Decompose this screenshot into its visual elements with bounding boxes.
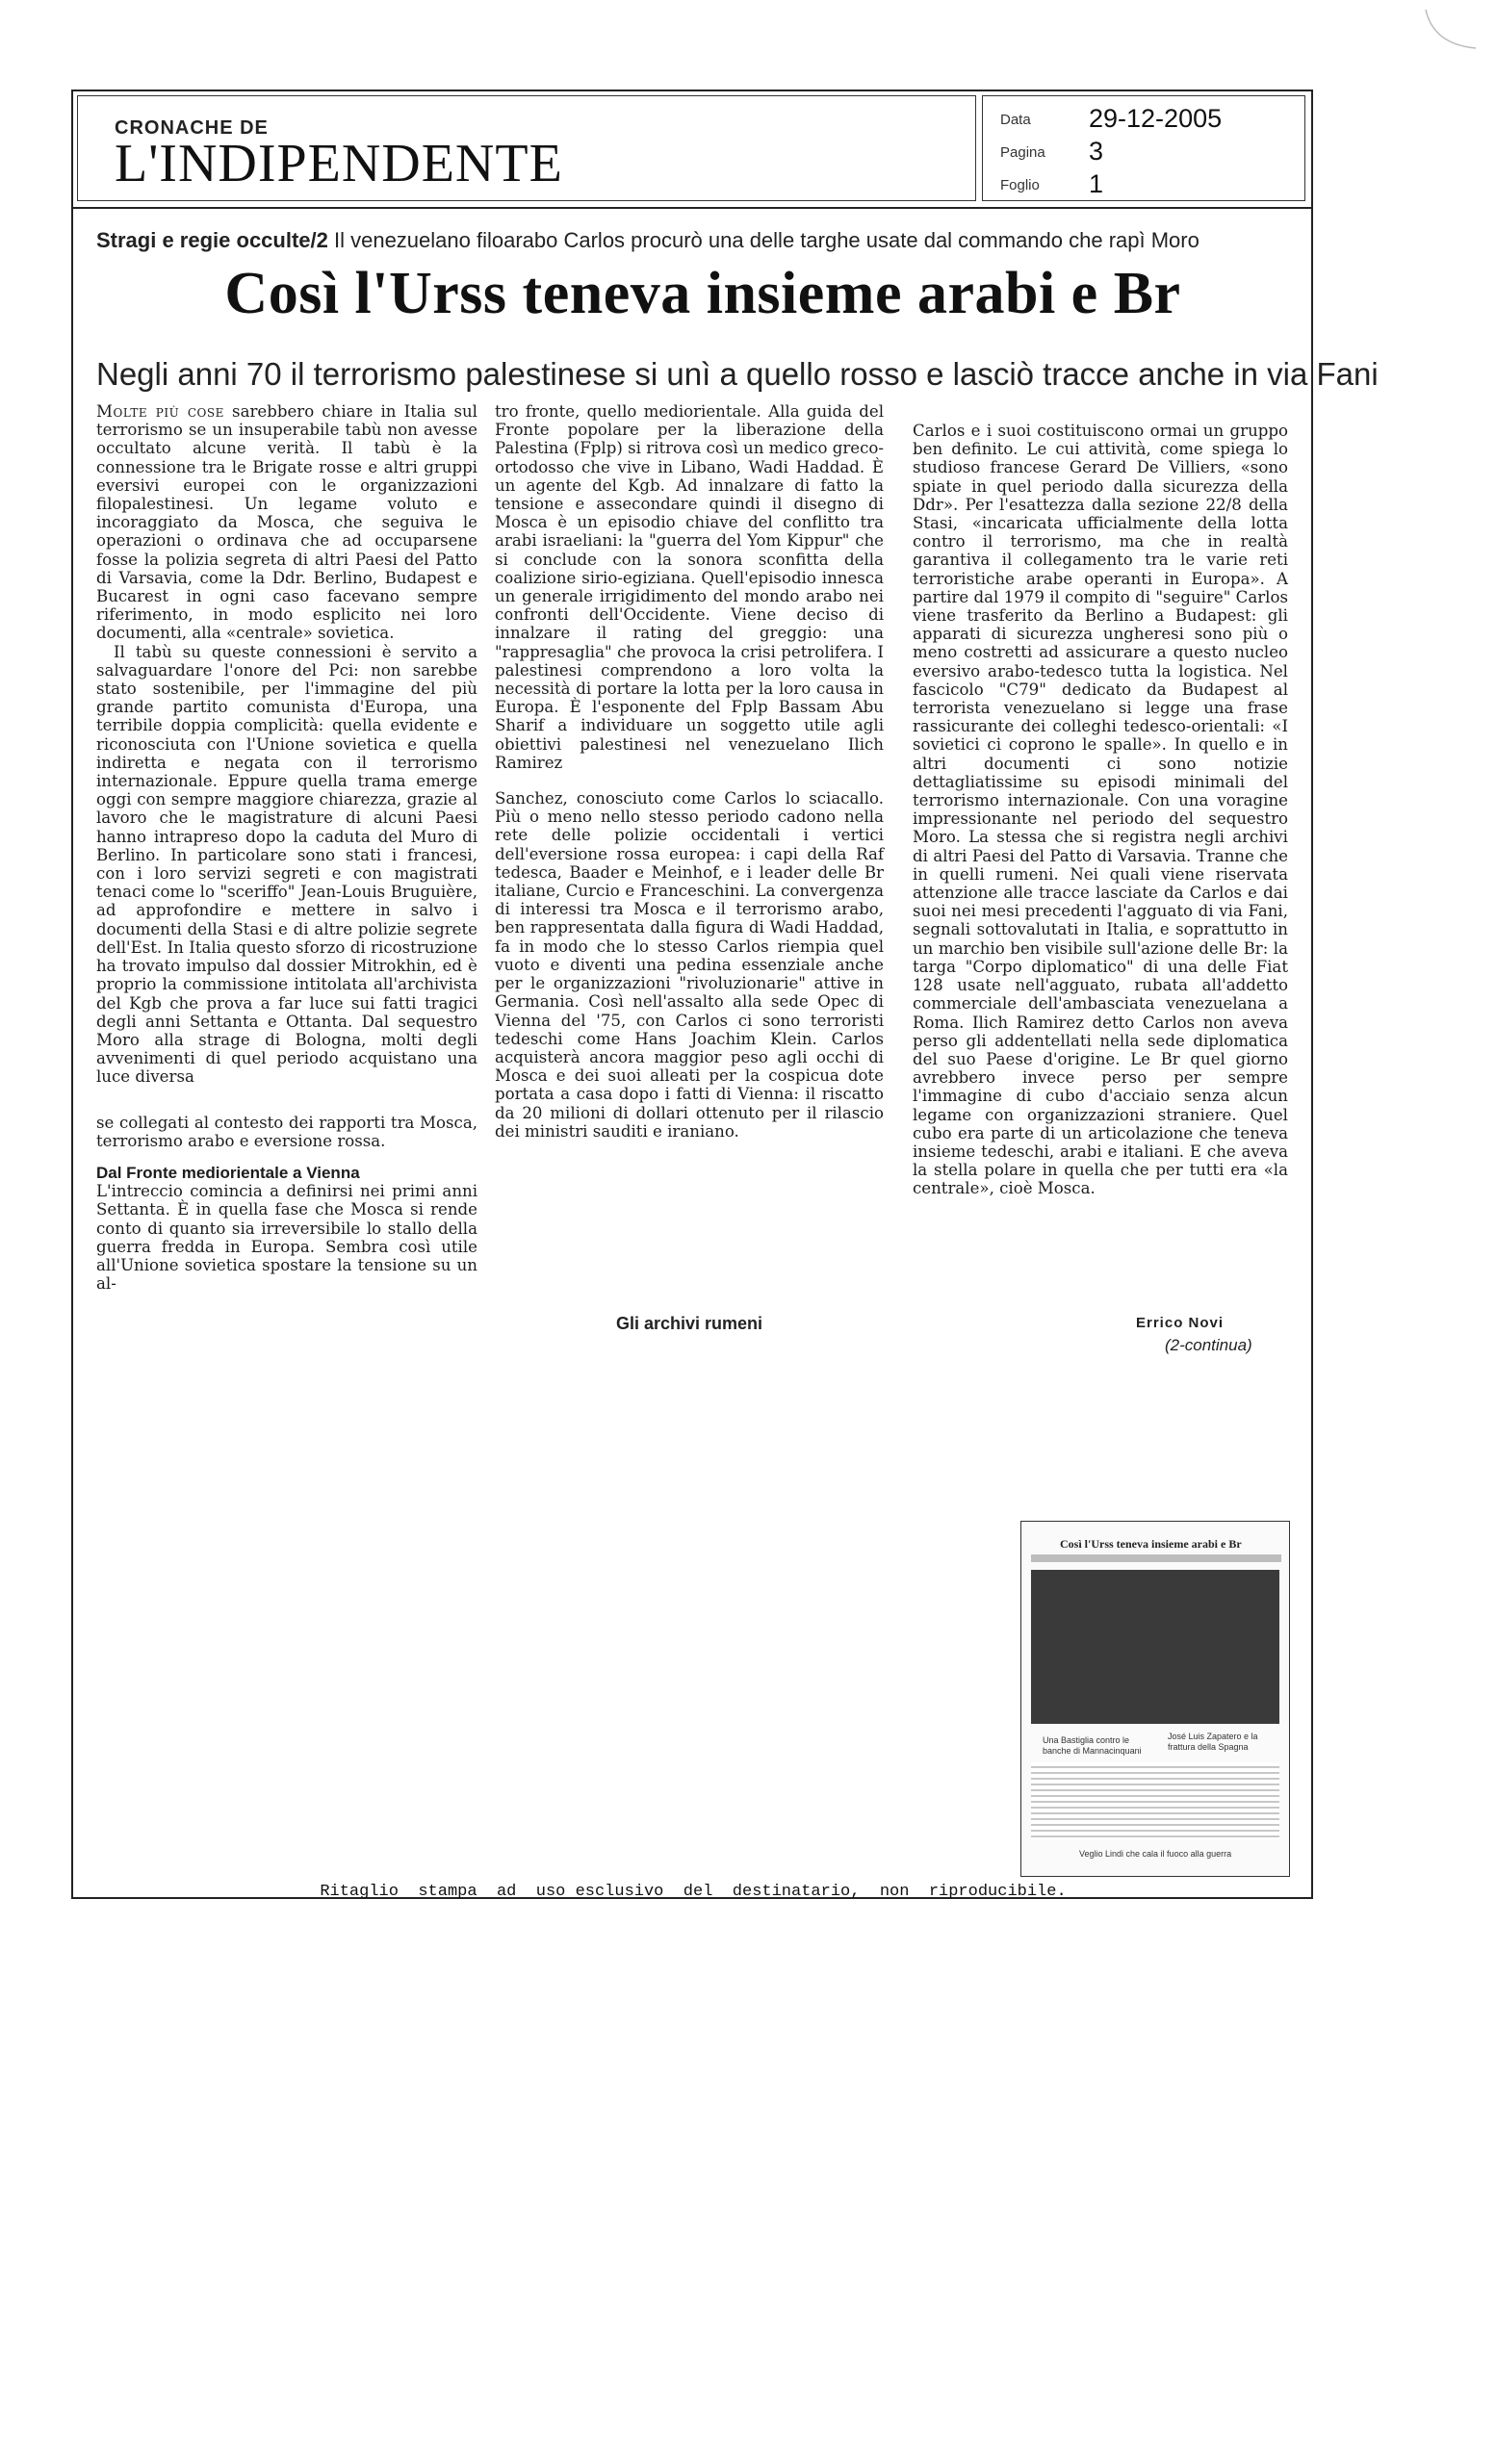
article-column-1	[96, 402, 477, 1293]
masthead-title: L'INDIPENDENTE	[115, 134, 563, 193]
meta-row-page	[1000, 137, 1299, 166]
meta-row-sheet	[1000, 169, 1299, 198]
thumbnail-caption-right: José Luis Zapatero e la frattura della Spagna	[1168, 1732, 1258, 1752]
kicker-bold: Stragi e regie occulte/2	[96, 228, 328, 252]
section-heading: Dal Fronte mediorientale a Vienna	[96, 1163, 360, 1182]
publication-meta	[982, 95, 1305, 201]
paragraph: se collegati al contesto dei rapporti tra Mosca, terrorismo arabo e eversione rossa.	[96, 1113, 477, 1150]
masthead-kicker: CRONACHE DE	[115, 117, 269, 139]
article-subhead: Negli anni 70 il terrorismo palestinese si unì a quello rosso e lasciò tracce anche in via Fani	[96, 356, 1379, 392]
paragraph: Carlos e i suoi costituiscono ormai un gruppo ben definito. Le cui attività, come spiega lo studioso francese Gerard De Villiers, «sono spiate in quel periodo dalla sicurezza della Ddr». Per l'esattezza dalla sezione 22/8 della Stasi, «incaricata ufficialmente della lotta contro il terrorismo, ma che in realtà garantiva il collegamento tra le varie reti terroristiche arabe operanti in Europa». A partire dal 1979 il compito di "seguire" Carlos viene trasferito da Berlino a Budapest: gli apparati di sicurezza ungheresi sono più o meno costretti ad assicurare a questo nucleo eversivo arabo-tedesco tutta la logistica. Nel fascicolo "C79" dedicato da Budapest al terrorista venezuelano si legge una frase rassicurante dei colleghi tedesco-orientali: «I sovietici ci coprono le spalle». In quello e in altri documenti ci sono notizie dettagliatissime su episodi minimali del terrorismo internazionale. Con una voragine impressionante nel periodo del sequestro Moro. La stessa che si registra negli archivi di altri Paesi del Patto di Varsavia. Tranne che in quelli rumeni. Nei quali viene riservata attenzione alle tracce lasciate da Carlos e dai suoi nei mesi precedenti l'agguato di via Fani, segnali sottovalutati in Italia, e soprattutto in un marchio ben visibile sull'azione delle Br: la targa "Corpo diplomatico" di una delle Fiat 128 usate nell'agguato, rubata all'addetto commerciale dell'ambasciata venezuelana a Roma. Ilich Ramirez detto Carlos non aveva perso gli addentellati nella sede diplomatica del suo Paese d'origine. Le Br quel giorno avrebbero invece perso per sempre l'immagine di cubo d'acciaio senza alcun legame con organizzazioni straniere. Quel cubo era parte di un articolazione che teneva insieme tedeschi, arabi e italiani. E che aveva la stella polare in quella che per tutti era «la centrale», cioè Mosca.	[913, 422, 1288, 1198]
column-gap	[96, 1087, 477, 1114]
meta-value: 3	[1089, 137, 1104, 166]
meta-label: Pagina	[1000, 144, 1045, 161]
lead-in: Molte più cose	[96, 402, 224, 421]
section-heading: Gli archivi rumeni	[616, 1314, 763, 1333]
paragraph: Il tabù su queste connessioni è servito a salvaguardare l'onore del Pci: non sarebbe stato sostenibile, per l'immagine del più grande partito comunista d'Europa, una terribile doppia complicità: quella evidente e riconosciuta con l'Unione sovietica e quella indiretta e negata con il terrorismo internazionale. Eppure quella trama emerge oggi con sempre maggiore chiarezza, grazie al lavoro che le magistrature di alcuni Paesi hanno intrapreso dopo la caduta del Muro di Berlino. In particolare sono stati i francesi, con i loro servizi segreti e con magistrati tenaci come lo "sceriffo" Jean-Louis Bruguière, ad approfondire e mettere in salvo i documenti della Stasi e di altre polizie segrete dell'Est. In Italia questo sforzo di ricostruzione ha trovato impulso dal dossier Mitrokhin, ed è proprio la commissione intitolata all'archivista del Kgb che prova a far luce sui fatti tragici degli anni Settanta e Ottanta. Dal sequestro Moro alla strage di Bologna, molti degli avvenimenti di quel periodo acquistano una luce diversa	[96, 642, 477, 1087]
paragraph: L'intreccio comincia a definirsi nei primi anni Settanta. È in quella fase che Mosca si rende conto di quanto sia irreversibile lo stallo della guerra fredda in Europa. Sembra così utile all'Unione sovietica spostare la tensione su un al-	[96, 1182, 477, 1294]
meta-value: 1	[1089, 169, 1104, 198]
paragraph: Sanchez, conosciuto come Carlos lo sciacallo. Più o meno nello stesso periodo cadono nella rete delle polizie occidentali i vertici dell'eversione rossa europea: i capi della Raf tedesca, Baader e Meinhof, e i leader delle Br italiane, Curcio e Franceschini. La convergenza di interessi tra Mosca e il terrorismo arabo, ben rappresentata dalla figura di Wadi Haddad, fa in modo che lo stesso Carlos riempia quel vuoto e diventi una pedina essenziale anche per le organizzazioni "rivoluzionarie" attive in Germania. Così nell'assalto alla sede Opec di Vienna del '75, con Carlos ci sono terroristi tedeschi come Hans Joachim Klein. Carlos acquisterà ancora maggior peso agli occhi di Mosca e dei suoi alleati per la cospicua dote portata a casa dopo i fatti di Vienna: il riscatto da 20 milioni di dollari ottenuto per il rilascio dei ministri sauditi e iraniano.	[495, 789, 884, 1141]
masthead-box	[77, 95, 976, 201]
paragraph: tro fronte, quello mediorientale. Alla guida del Fronte popolare per la liberazione della Palestina (Fplp) si ritrova così un medico greco-ortodosso che vive in Libano, Wadi Haddad. È un agente del Kgb. Ad innalzare di fatto la tensione e assecondare quindi il disegno di Mosca è un episodio chiave del conflitto tra arabi israeliani: la "guerra del Yom Kippur" che si conclude con la sonora sconfitta della coalizione sirio-egiziana. Quell'episodio innesca un generale irrigidimento del mondo arabo nei confronti dell'Occidente. Viene deciso di innalzare il rating del greggio: una "rappresaglia" che provoca la crisi petrolifera. I palestinesi comprendono a loro volta la necessità di portare la lotta per la loro causa in Europa. È l'esponente del Fplp Bassam Abu Sharif a individuare un soggetto utile agli obiettivi palestinesi nel venezuelano Ilich Ramirez	[495, 402, 884, 772]
thumbnail-caption-left: Una Bastiglia contro le banche di Mannacinquani	[1043, 1735, 1142, 1756]
paragraph	[96, 402, 477, 643]
article-column-2	[495, 402, 884, 1141]
thumbnail-photo	[1031, 1570, 1279, 1724]
meta-label: Data	[1000, 112, 1031, 128]
kicker-text: Il venezuelano filoarabo Carlos procurò una delle targhe usate dal commando che rapì Moro	[327, 228, 1199, 252]
author-byline: Errico Novi	[1136, 1315, 1225, 1331]
corner-scan-mark	[1420, 6, 1478, 64]
article-kicker	[96, 228, 1309, 253]
thumbnail-footer: Veglio Lindi che cala il fuoco alla guerra	[1079, 1849, 1232, 1859]
meta-value: 29-12-2005	[1089, 104, 1223, 133]
thumbnail-title: Così l'Urss teneva insieme arabi e Br	[1060, 1537, 1242, 1551]
thumbnail-subhead	[1031, 1554, 1281, 1562]
continuation-note: (2-continua)	[1165, 1336, 1252, 1354]
article-column-3	[913, 422, 1288, 1198]
column-gap	[495, 772, 884, 789]
reproduction-notice: Ritaglio stampa ad uso esclusivo del destinatario, non riproducibile.	[320, 1883, 1067, 1901]
page-thumbnail	[1020, 1521, 1290, 1877]
article-headline: Così l'Urss teneva insieme arabi e Br	[224, 261, 1181, 326]
newspaper-header	[73, 91, 1311, 209]
meta-row-date	[1000, 104, 1299, 133]
thumbnail-text-lines	[1031, 1762, 1279, 1839]
paragraph-text: sarebbero chiare in Italia sul terrorismo se un insuperabile tabù non avesse occultato alcune verità. Il tabù è la connessione tra le Brigate rosse e altri gruppi eversivi europei con le organizzazioni filopalestinesi. Un legame voluto e incoraggiato da Mosca, che seguiva le operazioni o ordinava che ad occuparsene fosse la polizia segreta di altri Paesi del Patto di Varsavia, come la Ddr. Berlino, Budapest e Bucarest in ogni caso facevano sempre riferimento, in modo esplicito nei loro documenti, alla «centrale» sovietica.	[96, 402, 477, 643]
meta-label: Foglio	[1000, 177, 1040, 193]
